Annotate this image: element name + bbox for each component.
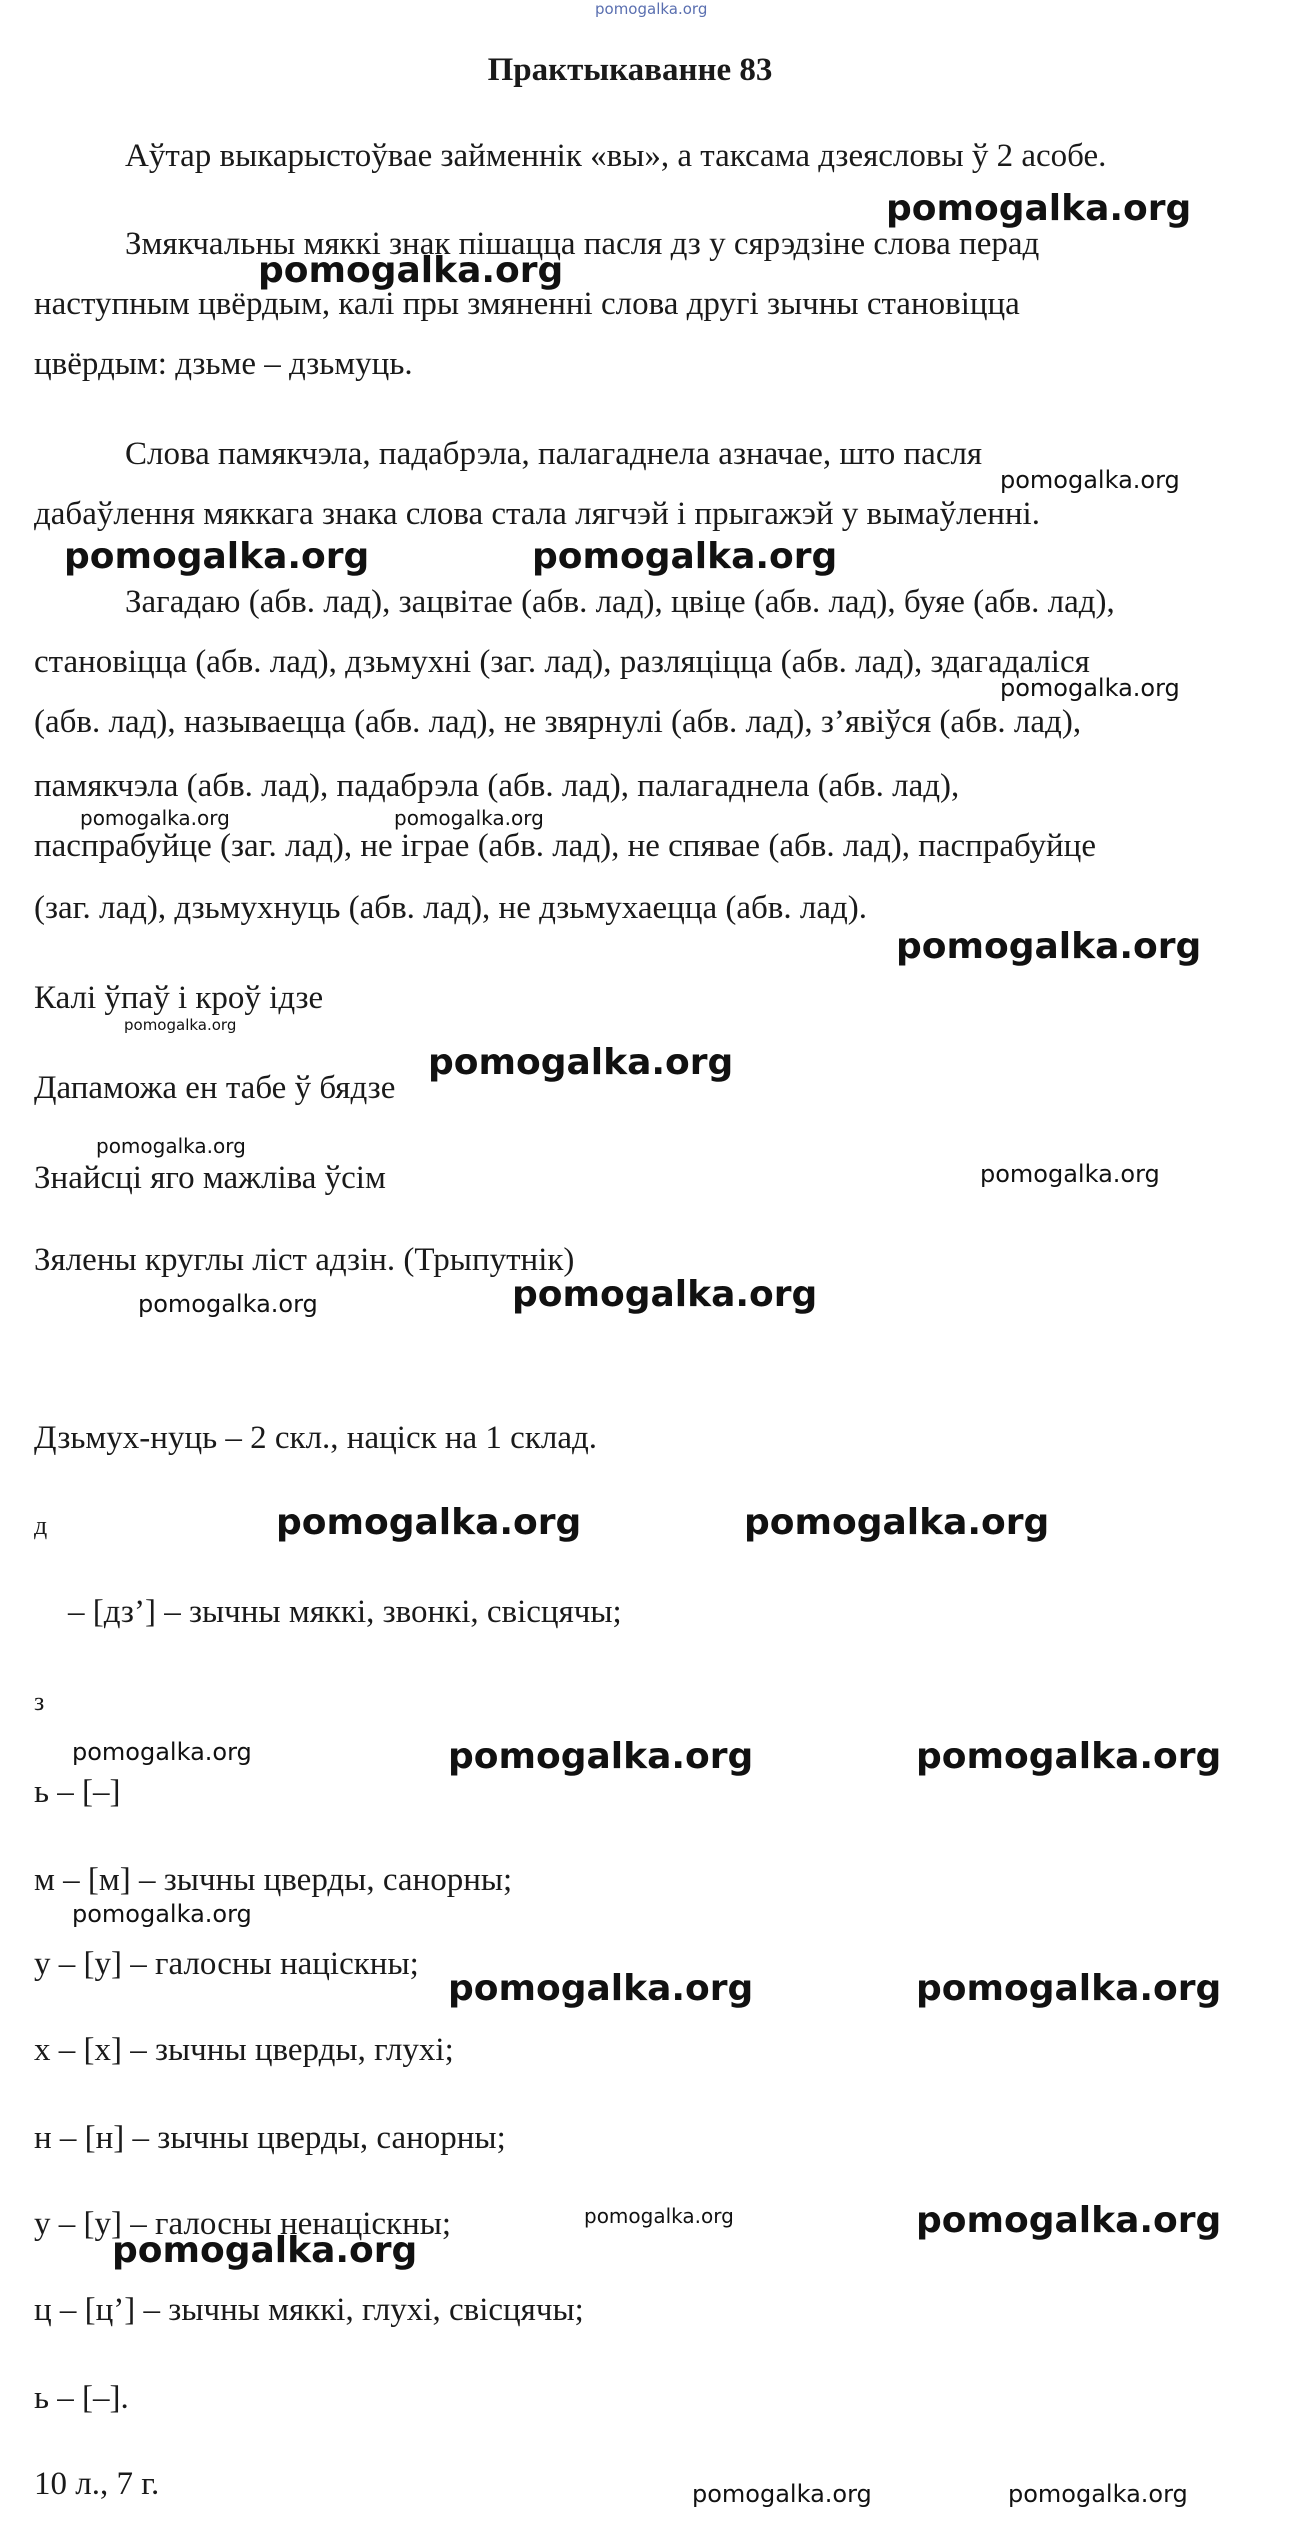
paragraph-meaning-line-2: дабаўлення мяккага знака слова стала лягчэй і прыгажэй у вымаўленні. [34,496,1040,532]
watermark: pomogalka.org [1000,466,1180,494]
watermark: pomogalka.org [916,1968,1222,2009]
watermark: pomogalka.org [896,926,1202,967]
watermark: pomogalka.org [394,806,544,830]
page-title: Практыкаванне 83 [487,52,773,88]
watermark: pomogalka.org [1008,2480,1188,2508]
watermark: pomogalka.org [72,1738,252,1766]
paragraph-moods-line-6: (заг. лад), дзьмухнуць (абв. лад), не дзьмухаецца (абв. лад). [34,890,868,926]
sound-u-unstressed: у – [у] – галосны ненаціскны; [34,2206,452,2242]
sound-h: х – [х] – зычны цверды, глухі; [34,2032,454,2068]
watermark: pomogalka.org [258,250,564,291]
paragraph-soft-sign-line-2: наступным цвёрдым, калі пры змяненні слова другі зычны становіцца [34,286,1020,322]
watermark: pomogalka.org [916,1736,1222,1777]
watermark: pomogalka.org [80,806,230,830]
riddle-line-4: Зялены круглы ліст адзін. (Трыпутнік) [34,1242,575,1278]
watermark: pomogalka.org [124,1016,237,1034]
watermark: pomogalka.org [112,2230,418,2271]
riddle-line-1: Калі ўпаў і кроў ідзе [34,980,324,1016]
watermark: pomogalka.org [584,2204,734,2228]
paragraph-soft-sign-line-3: цвёрдым: дзьме – дзьмуць. [34,346,413,382]
sound-dz: – [дз’] – зычны мяккі, звонкі, свісцячы; [68,1594,622,1630]
watermark: pomogalka.org [532,536,838,577]
paragraph-author-usage: Аўтар выкарыстоўвае займеннік «вы», а таксама дзеясловы ў 2 асобе. [125,138,1107,174]
watermark: pomogalka.org [744,1502,1050,1543]
paragraph-moods-line-1: Загадаю (абв. лад), зацвітае (абв. лад), цвіце (абв. лад), буяе (абв. лад), [125,584,1115,620]
watermark: pomogalka.org [886,188,1192,229]
watermark: pomogalka.org [692,2480,872,2508]
watermark: pomogalka.org [448,1968,754,2009]
watermark: pomogalka.org [138,1290,318,1318]
watermark: pomogalka.org [96,1134,246,1158]
watermark: pomogalka.org [72,1900,252,1928]
sound-ts: ц – [ц’] – зычны мяккі, глухі, свісцячы; [34,2292,584,2328]
paragraph-moods-line-2: становіцца (абв. лад), дзьмухні (заг. лад), разляціцца (абв. лад), здагадаліся [34,644,1090,680]
watermark: pomogalka.org [428,1042,734,1083]
paragraph-meaning-line-1: Слова памякчэла, падабрэла, палагаднела азначае, што пасля [125,436,983,472]
watermark: pomogalka.org [64,536,370,577]
riddle-line-3: Знайсці яго мажліва ўсім [34,1160,386,1196]
sound-u-stressed: у – [у] – галосны націскны; [34,1946,419,1982]
sound-m: м – [м] – зычны цверды, санорны; [34,1862,513,1898]
letters-sounds-count: 10 л., 7 г. [34,2466,160,2502]
riddle-line-2: Дапаможа ен табе ў бядзе [34,1070,396,1106]
site-mark: pomogalka.org [595,0,708,18]
watermark: pomogalka.org [448,1736,754,1777]
paragraph-soft-sign-line-1: Змякчальны мяккі знак пішацца пасля дз у сярэдзіне слова перад [125,226,1040,262]
letter-z: з [34,1687,45,1716]
syllable-analysis: Дзьмух-нуць – 2 скл., націск на 1 склад. [34,1420,598,1456]
watermark: pomogalka.org [980,1160,1160,1188]
soft-sign-1: ь – [–] [34,1774,121,1810]
watermark: pomogalka.org [512,1274,818,1315]
watermark: pomogalka.org [1000,674,1180,702]
sound-n: н – [н] – зычны цверды, санорны; [34,2120,506,2156]
soft-sign-2: ь – [–]. [34,2380,129,2416]
paragraph-moods-line-4: памякчэла (абв. лад), падабрэла (абв. лад), палагаднела (абв. лад), [34,768,960,804]
watermark: pomogalka.org [916,2200,1222,2241]
letter-d: д [34,1511,48,1540]
paragraph-moods-line-5: паспрабуйце (заг. лад), не іграе (абв. лад), не спявае (абв. лад), паспрабуйце [34,828,1096,864]
watermark: pomogalka.org [276,1502,582,1543]
paragraph-moods-line-3: (абв. лад), называецца (абв. лад), не звярнулі (абв. лад), з’явіўся (абв. лад), [34,704,1082,740]
